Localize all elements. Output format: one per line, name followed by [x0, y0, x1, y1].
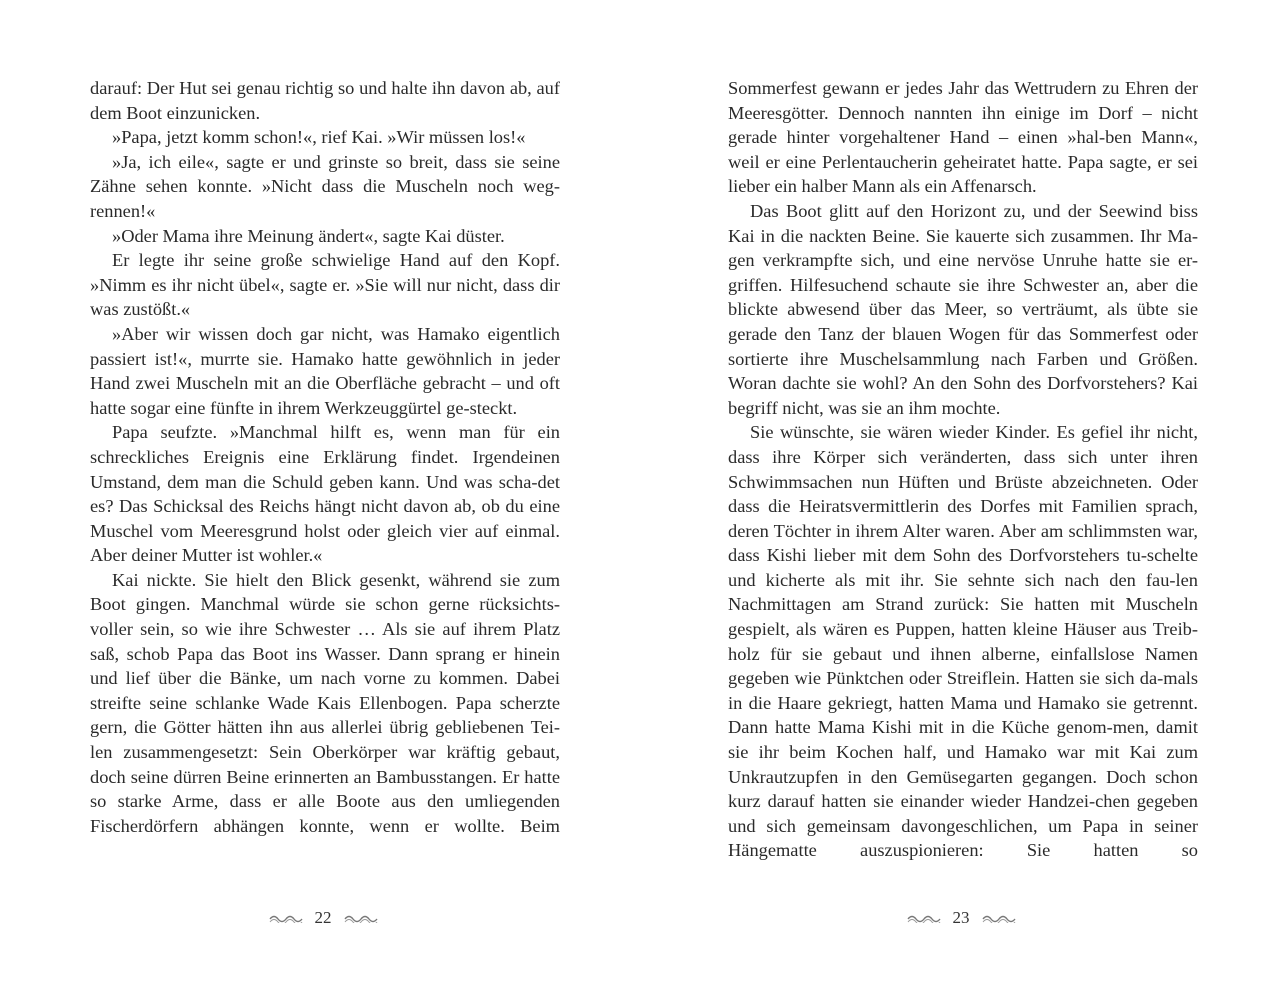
paragraph: »Papa, jetzt komm schon!«, rief Kai. »Wir müssen los!«: [112, 127, 526, 148]
paragraph: Das Boot glitt auf den Horizont zu, und der Seewind biss Kai in die nackten Beine. Sie kauerte sich zusammen. Ihr Ma-gen verkrampfte sich, und eine nervöse Unruhe hatte sie er-griffen. Hilfesuchend schaute sie ihre Schwester an, aber die blickte abwesend über das Meer, so verträumt, als übte sie gerade den Tanz der blauen Wogen für das Sommerfest oder sortierte ihre Muschelsammlung nach Farben und Größen. Woran dachte sie wohl? An den Sohn des Dorfvorstehers? Kai begriff nicht, was sie an ihm mochte.: [728, 200, 1198, 418]
paragraph: »Oder Mama ihre Meinung ändert«, sagte Kai düster.: [112, 225, 505, 246]
right-page-text: [728, 76, 1198, 863]
paragraph: darauf: Der Hut sei genau richtig so und halte ihn davon ab, auf dem Boot einzunicken.: [90, 78, 560, 123]
paragraph: »Aber wir wissen doch gar nicht, was Hamako eigentlich passiert ist!«, murrte sie. Hamako hatte gewöhnlich in jeder Hand zwei Muscheln mit an die Oberfläche gebracht – und oft hatte sogar eine fünfte in ihrem Werkzeuggürtel ge-steckt.: [90, 323, 560, 418]
wave-ornament-icon: [982, 913, 1016, 923]
paragraph: Er legte ihr seine große schwielige Hand auf den Kopf. »Nimm es ihr nicht übel«, sagte er. »Sie will nur nicht, dass dir was zustößt.«: [90, 250, 560, 320]
paragraph: Sie wünschte, sie wären wieder Kinder. Es gefiel ihr nicht, dass ihre Körper sich veränderten, dass sich unter ihren Schwimmsachen nun Hüften und Brüste abzeichneten. Oder dass die Heiratsvermittlerin des Dorfes mit Familien sprach, deren Töchter in ihrem Alter waren. Aber am schlimmsten war, dass Kishi lieber mit dem Sohn des Dorfvorstehers tu-schelte und kicherte als mit ihr. Sie sehnte sich nach den fau-len Nachmittagen am Strand zurück: Sie hatten mit Muscheln gespielt, als wären es Puppen, hatten kleine Häuser aus Treib-holz für sie gebaut und ihnen alberne, einfallslose Namen gegeben wie Pünktchen oder Streiflein. Hatten sie sich da-mals in die Haare gekriegt, hatten Mama und Hamako sie getrennt. Dann hatte Mama Kishi mit in die Küche genom-men, damit sie ihr beim Kochen half, und Hamako war mit Kai zum Unkrautzupfen in den Gemüsegarten gegangen. Doch schon kurz darauf hatten sie einander wieder Handzei-chen gegeben und sich gemeinsam davongeschlichen, um Papa in seiner Hängematte auszuspionieren: Sie hatten so: [728, 422, 1198, 861]
page-number: 22: [314, 908, 332, 927]
paragraph: Sommerfest gewann er jedes Jahr das Wettrudern zu Ehren der Meeresgötter. Dennoch nannten ihn einige im Dorf – nicht gerade hinter vorgehaltener Hand – einen »hal-ben Mann«, weil er eine Perlentaucherin geheiratet hatte. Papa sagte, er sei lieber ein halber Mann als ein Affenarsch.: [728, 78, 1198, 197]
wave-ornament-icon: [344, 913, 378, 923]
left-page-folio: [223, 908, 423, 928]
paragraph: Papa seufzte. »Manchmal hilft es, wenn man für ein schreckliches Ereignis eine Erklärung findet. Irgendeinen Umstand, dem man die Schuld geben kann. Und was scha-det es? Das Schicksal des Reichs hängt nicht davon ab, ob du eine Muschel vom Meeresgrund holst oder gleich vier auf einmal. Aber deiner Mutter ist wohler.«: [90, 422, 560, 566]
paragraph: Kai nickte. Sie hielt den Blick gesenkt, während sie zum Boot gingen. Manchmal würde sie schon gerne rücksichts-voller sein, so wie ihre Schwester … Als sie auf ihrem Platz saß, schob Papa das Boot ins Wasser. Dann sprang er hinein und lief über die Bänke, um nach vorne zu kommen. Dabei streifte seine schlanke Wade Kais Ellenbogen. Papa scherzte gern, die Götter hätten ihn aus allerlei übrig gebliebenen Tei-len zusammengesetzt: Sein Oberkörper war kräftig gebaut, doch seine dürren Beine erinnerten an Bambusstangen. Er hatte so starke Arme, dass er alle Boote aus den umliegenden Fischerdörfern abhängen konnte, wenn er wollte. Beim: [90, 569, 560, 836]
right-page-folio: [861, 908, 1061, 928]
left-page-text: [90, 76, 560, 838]
page-number: 23: [952, 908, 970, 927]
paragraph: »Ja, ich eile«, sagte er und grinste so breit, dass sie seine Zähne sehen konnte. »Nicht dass die Muscheln noch weg-rennen!«: [90, 151, 560, 221]
wave-ornament-icon: [269, 913, 303, 923]
wave-ornament-icon: [907, 913, 941, 923]
